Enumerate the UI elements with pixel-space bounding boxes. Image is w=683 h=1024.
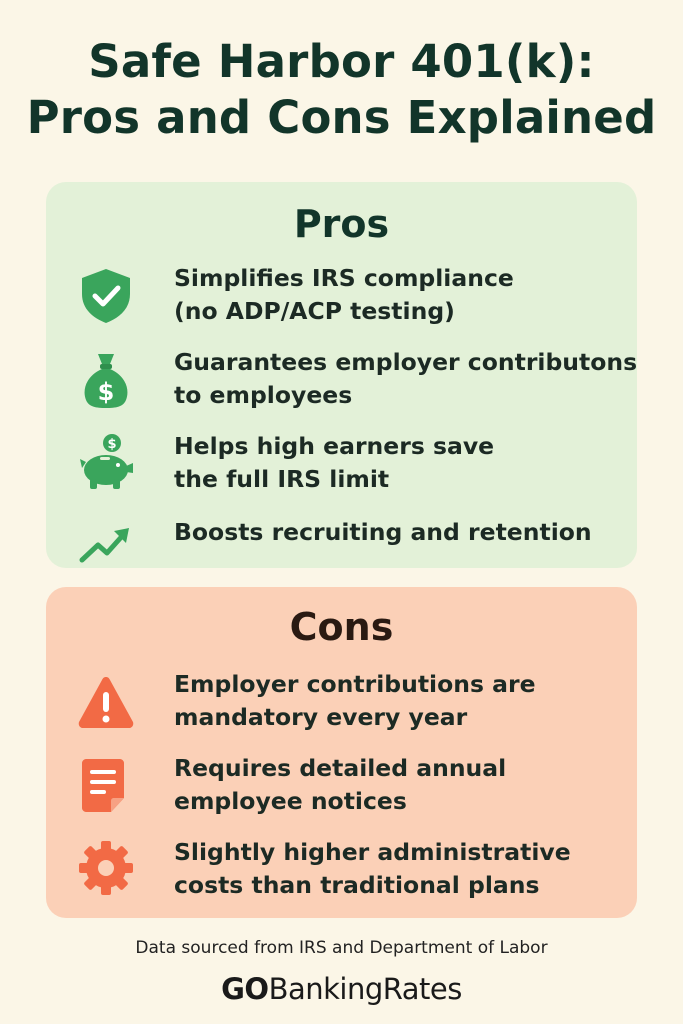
svg-text:$: $: [97, 378, 115, 406]
brand-logo: [0, 972, 683, 1006]
pros-heading: Pros: [293, 202, 390, 246]
cons-panel: [46, 587, 637, 918]
cons-item-text: [174, 836, 624, 902]
warning-icon: [76, 672, 136, 732]
pros-item-text: [174, 346, 638, 412]
pros-panel: [46, 182, 637, 568]
trending-up-icon: [76, 514, 136, 574]
money-bag-icon: [76, 350, 136, 410]
title-line-1: Safe Harbor 401(k):: [88, 35, 595, 88]
shield-check-icon: [76, 266, 136, 326]
brand-go: GO: [221, 972, 269, 1006]
svg-text:$: $: [107, 437, 117, 452]
brand-rest: BankingRates: [268, 972, 462, 1006]
title-line-2: Pros and Cons Explained: [26, 91, 657, 144]
cons-item-line: Slightly higher administrative: [174, 838, 571, 866]
cons-item-line: employee notices: [174, 787, 407, 815]
pros-item-line: (no ADP/ACP testing): [174, 297, 455, 325]
cons-item-line: costs than traditional plans: [174, 871, 540, 899]
pros-item-text: [174, 430, 624, 496]
pros-item-line: Guarantees employer contributons: [174, 348, 638, 376]
pros-item-line: Helps high earners save: [174, 432, 495, 460]
pros-item-line: Simplifies IRS compliance: [174, 264, 514, 292]
piggy-bank-icon: [76, 432, 136, 492]
page-title: [0, 34, 683, 146]
pros-item-line: to employees: [174, 381, 353, 409]
pros-item-text: [174, 516, 624, 549]
pros-item-line: Boosts recruiting and retention: [174, 518, 592, 546]
gear-icon: [76, 838, 136, 898]
document-icon: [76, 756, 136, 816]
cons-item-line: Employer contributions are: [174, 670, 536, 698]
cons-item-text: [174, 752, 624, 818]
pros-item-line: the full IRS limit: [174, 465, 390, 493]
cons-heading: Cons: [289, 605, 394, 649]
cons-item-line: Requires detailed annual: [174, 754, 507, 782]
pros-item-text: [174, 262, 624, 328]
source-note: Data sourced from IRS and Department of Labor: [135, 938, 548, 958]
cons-item-text: [174, 668, 624, 734]
cons-item-line: mandatory every year: [174, 703, 468, 731]
